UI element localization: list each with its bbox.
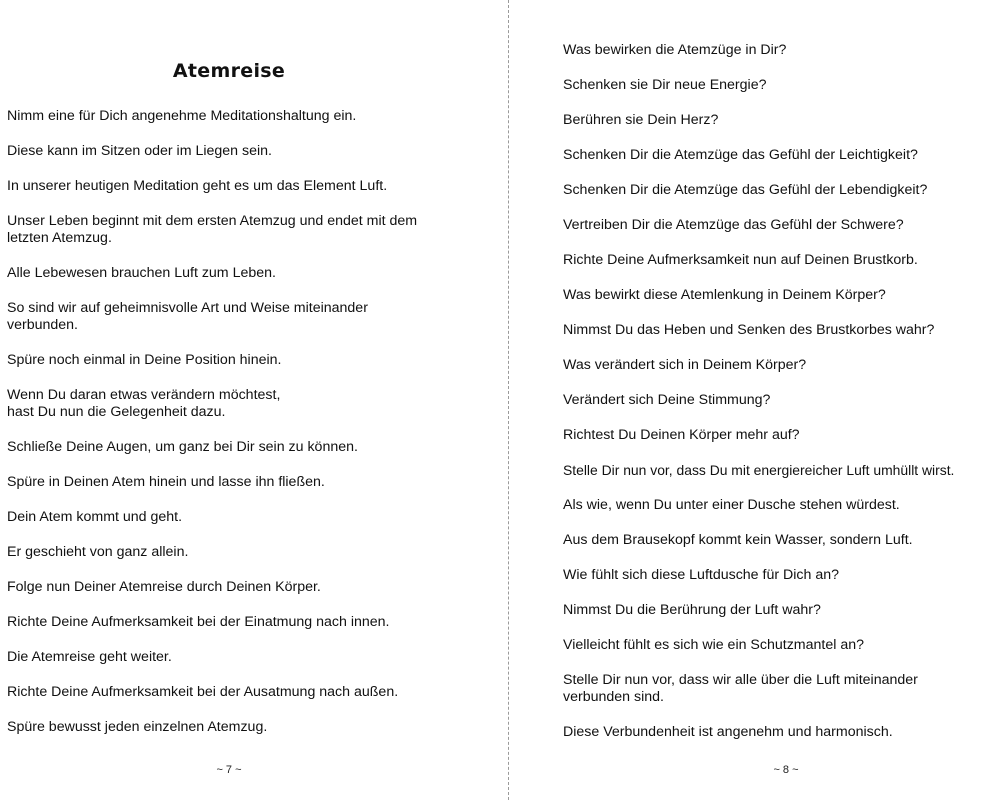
text-line: Schenken Dir die Atemzüge das Gefühl der Lebendigkeit?: [563, 182, 928, 198]
text-line: Was verändert sich in Deinem Körper?: [563, 357, 807, 373]
text-line: Nimm eine für Dich angenehme Meditationshaltung ein.: [7, 108, 357, 124]
text-line: Er geschieht von ganz allein.: [7, 544, 189, 560]
text-line: Berühren sie Dein Herz?: [563, 112, 719, 128]
text-line: Richte Deine Aufmerksamkeit bei der Ausatmung nach außen.: [7, 684, 399, 700]
text-line: Spüre in Deinen Atem hinein und lasse ihn fließen.: [7, 474, 325, 490]
text-line: Verändert sich Deine Stimmung?: [563, 392, 771, 408]
text-line: Stelle Dir nun vor, dass Du mit energiereicher Luft umhüllt wirst.: [563, 462, 955, 478]
text-line: Richte Deine Aufmerksamkeit bei der Einatmung nach innen.: [7, 614, 390, 630]
text-line: Was bewirken die Atemzüge in Dir?: [563, 42, 787, 58]
text-line: hast Du nun die Gelegenheit dazu.: [7, 404, 226, 420]
text-line: Was bewirkt diese Atemlenkung in Deinem Körper?: [563, 287, 886, 303]
text-line: Schenken sie Dir neue Energie?: [563, 77, 767, 93]
text-line: Nimmst Du das Heben und Senken des Brustkorbes wahr?: [563, 322, 935, 338]
right-page: [512, 0, 1000, 800]
page-title: Atemreise: [172, 60, 286, 82]
text-line: Die Atemreise geht weiter.: [7, 649, 172, 665]
text-line: Folge nun Deiner Atemreise durch Deinen Körper.: [7, 579, 321, 595]
text-line: Alle Lebewesen brauchen Luft zum Leben.: [7, 265, 276, 281]
text-line: Aus dem Brausekopf kommt kein Wasser, sondern Luft.: [563, 532, 913, 548]
text-line: In unserer heutigen Meditation geht es um das Element Luft.: [7, 178, 388, 194]
text-line: So sind wir auf geheimnisvolle Art und Weise miteinander verbunden.: [7, 300, 368, 333]
text-line: Vielleicht fühlt es sich wie ein Schutzmantel an?: [563, 637, 864, 653]
text-line: Wenn Du daran etwas verändern möchtest,: [7, 387, 281, 403]
text-line: Vertreiben Dir die Atemzüge das Gefühl der Schwere?: [563, 217, 904, 233]
page-divider: [508, 0, 509, 800]
page-number: ~ 7 ~: [216, 764, 242, 776]
right-text-block: [563, 42, 1000, 759]
text-line: Diese kann im Sitzen oder im Liegen sein.: [7, 143, 272, 159]
page-number: ~ 8 ~: [773, 764, 799, 776]
text-line: Dein Atem kommt und geht.: [7, 509, 183, 525]
text-line: Spüre bewusst jeden einzelnen Atemzug.: [7, 719, 268, 735]
text-line: Richte Deine Aufmerksamkeit nun auf Deinen Brustkorb.: [563, 252, 918, 268]
text-line: Unser Leben beginnt mit dem ersten Atemzug und endet mit dem letzten Atemzug.: [7, 213, 418, 246]
text-line: Schließe Deine Augen, um ganz bei Dir sein zu können.: [7, 439, 358, 455]
text-line: Spüre noch einmal in Deine Position hinein.: [7, 352, 282, 368]
text-line: Diese Verbundenheit ist angenehm und harmonisch.: [563, 724, 893, 740]
text-line: Nimmst Du die Berührung der Luft wahr?: [563, 602, 821, 618]
text-line: Schenken Dir die Atemzüge das Gefühl der Leichtigkeit?: [563, 147, 918, 163]
text-line: Richtest Du Deinen Körper mehr auf?: [563, 427, 800, 443]
text-paragraph: [7, 387, 467, 421]
text-line: Wie fühlt sich diese Luftdusche für Dich an?: [563, 567, 840, 583]
text-line: Stelle Dir nun vor, dass wir alle über die Luft miteinander verbunden sind.: [563, 672, 918, 705]
text-line: Als wie, wenn Du unter einer Dusche stehen würdest.: [563, 497, 900, 513]
left-text-block: [7, 108, 467, 754]
